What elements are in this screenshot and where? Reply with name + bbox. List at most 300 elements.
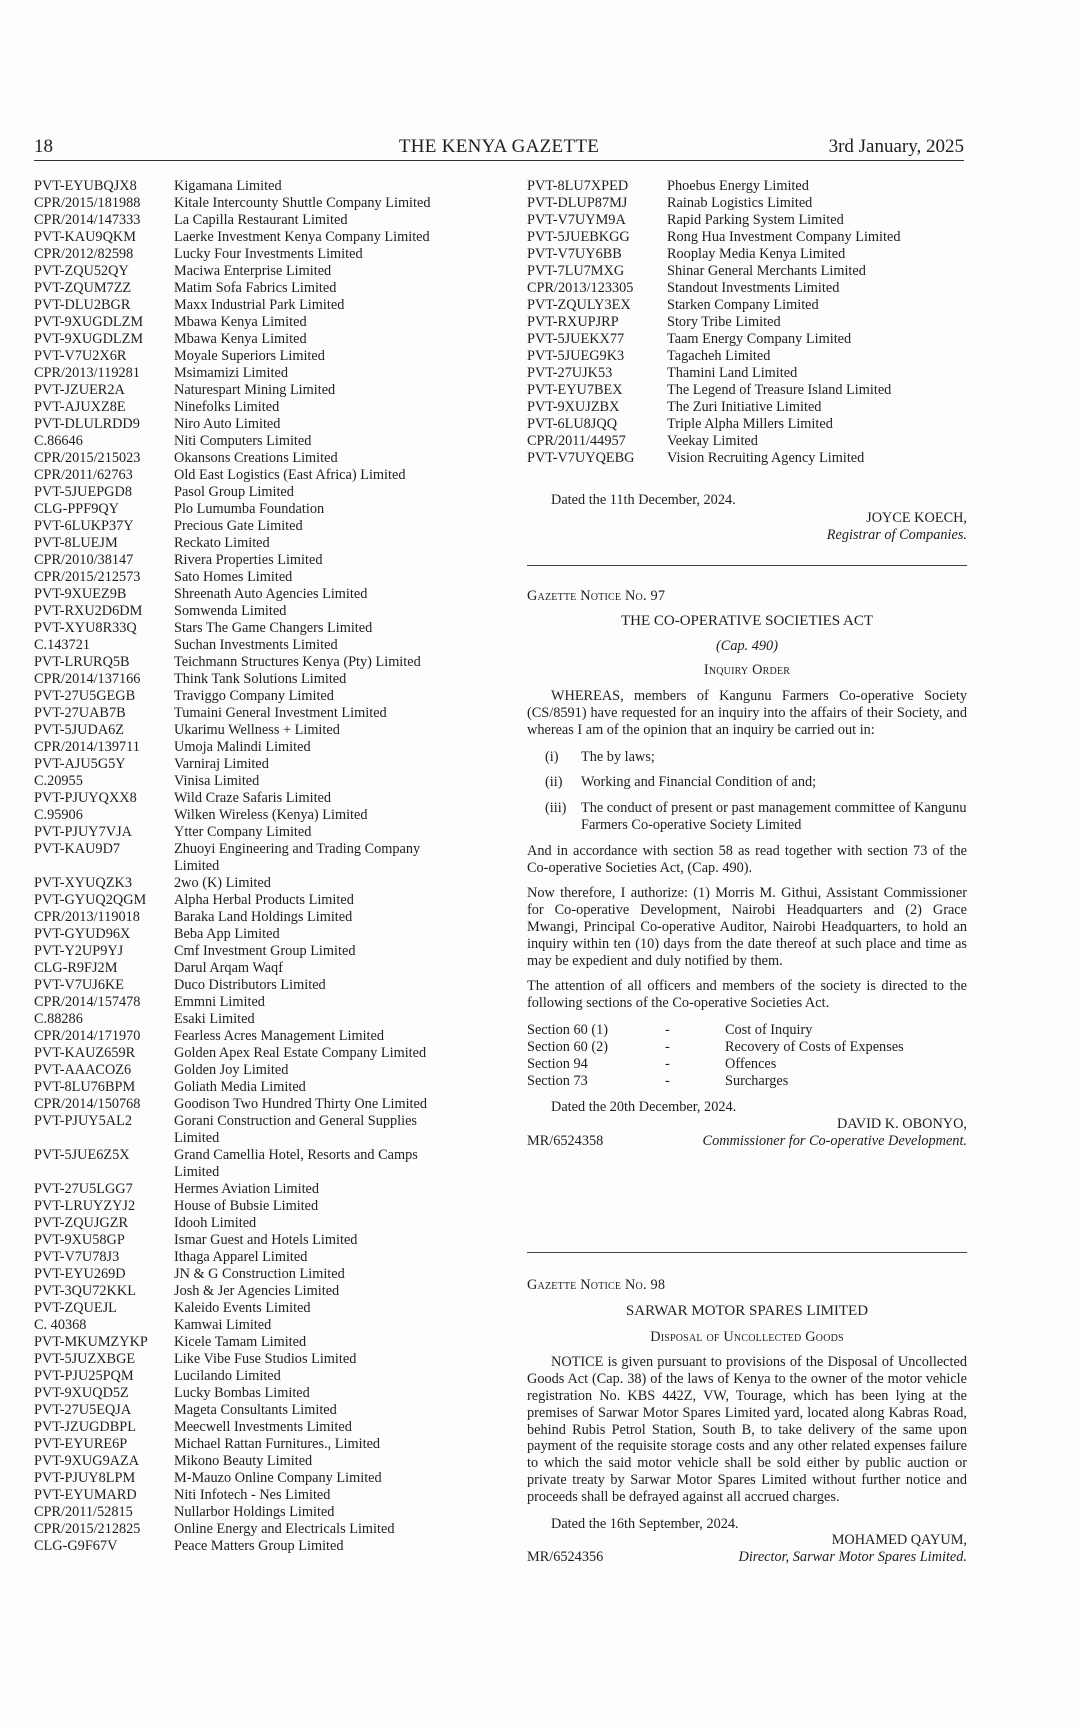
company-name: Traviggo Company Limited [174,688,334,704]
dated-line: Dated the 11th December, 2024. [551,492,736,508]
company-entry [34,586,464,603]
registration-number: C.88286 [34,1011,83,1027]
registration-number: PVT-V7UJ6KE [34,977,125,993]
company-entry [34,603,464,620]
company-name: Emmni Limited [174,994,265,1010]
registration-number: PVT-V7U78J3 [34,1249,120,1265]
company-entry [34,1266,464,1283]
registration-number: PVT-5JUEG9K3 [527,348,625,364]
company-name: Online Energy and Electricals Limited [174,1521,395,1537]
company-entry [34,1368,464,1385]
registration-number: PVT-PJUY5AL2 [34,1113,132,1129]
authorization-paragraph: Now therefore, I authorize: (1) Morris M. Githui, Assistant Commissioner for Co-operative Development, Nairobi Headquarters and (2) Grace Mwangi, Principal Co-operative Auditor, Nairobi Headquarters, to hold an inquiry within ten (10) days from the date thereof at such place and time as may be expedient and duly notified by them. [527,885,967,969]
registration-number: PVT-6LUKP37Y [34,518,134,534]
company-entry [34,297,464,314]
registration-number: PVT-EYU269D [34,1266,126,1282]
company-entry [34,1283,464,1300]
company-entry [34,1096,464,1113]
company-entry [34,1300,464,1317]
company-name: The Legend of Treasure Island Limited [667,382,892,398]
registration-number: C.20955 [34,773,83,789]
reference-number: MR/6524358 [527,1132,604,1149]
registration-number: PVT-ZQULY3EX [527,297,631,313]
registration-number: PVT-27UJK53 [527,365,613,381]
registration-number: CPR/2015/212825 [34,1521,141,1537]
company-entry [34,875,464,892]
reference-row [527,1549,967,1566]
registration-number: PVT-JZUER2A [34,382,125,398]
company-name: Like Vibe Fuse Studios Limited [174,1351,357,1367]
company-name: Josh & Jer Agencies Limited [174,1283,340,1299]
company-entry [34,552,464,569]
registration-number: PVT-9XUGDLZM [34,331,144,347]
dated-line: Dated the 20th December, 2024. [551,1098,737,1115]
registration-number: PVT-8LU76BPM [34,1079,136,1095]
company-entry [527,246,967,263]
registration-number: PVT-AJUXZ8E [34,399,126,415]
registration-number: CPR/2013/119018 [34,909,140,925]
company-entry [34,1470,464,1487]
item-number: (i) [545,748,559,765]
notice-paragraph: NOTICE is given pursuant to provisions of the Disposal of Uncollected Goods Act (Cap. 38) of the laws of Kenya to the owner of the motor vehicle registration No. KBS 442Z, VW, Tourage, which has been lying at the premises of Sarwar Motor Spares Limited yard, located along Kabras Road, behind Rubis Petrol Station, South B, to take delivery of the same upon payment of the requisite storage costs and any other related expenses failure to which the said motor vehicle shall be sold either by public auction or private treaty by Sarwar Motor Spares Limited without further notice and proceeds shall be defrayed against all accrued charges. [527,1354,967,1505]
company-entry [527,263,967,280]
company-name: Idooh Limited [174,1215,257,1231]
company-entry [34,671,464,688]
company-name: Sato Homes Limited [174,569,293,585]
company-name: Lucilando Limited [174,1368,281,1384]
publication-title: THE KENYA GAZETTE [398,136,600,157]
registration-number: C.95906 [34,807,83,823]
company-entry [34,535,464,552]
registration-number: PVT-27U5LGG7 [34,1181,133,1197]
registration-number: PVT-JZUGDBPL [34,1419,136,1435]
company-name: Golden Joy Limited [174,1062,289,1078]
company-name: Thamini Land Limited [667,365,798,381]
registration-number: PVT-LRUYZYJ2 [34,1198,136,1214]
registration-number: CPR/2012/82598 [34,246,134,262]
registration-number: PVT-AJU5G5Y [34,756,126,772]
registration-number: PVT-ZQUJGZR [34,1215,128,1231]
registration-number: CPR/2014/150768 [34,1096,141,1112]
gazette-notice-98 [527,1277,967,1566]
company-entry [34,1215,464,1232]
company-entry [34,1351,464,1368]
registration-number: PVT-27U5EQJA [34,1402,132,1418]
inquiry-item [527,800,967,834]
company-entry [34,977,464,994]
inquiry-items [527,749,967,834]
registration-number: PVT-8LU7XPED [527,178,629,194]
company-name: Darul Arqam Waqf [174,960,283,976]
company-entry [34,790,464,807]
company-entry [527,229,967,246]
company-name: JN & G Construction Limited [174,1266,345,1282]
company-entry [527,195,967,212]
section-dash: - [665,1021,670,1038]
company-name: Duco Distributors Limited [174,977,326,993]
company-name: Reckato Limited [174,535,270,551]
company-entry [527,280,967,297]
company-name: Nullarbor Holdings Limited [174,1504,335,1520]
company-entry [34,1079,464,1096]
registration-number: PVT-PJUY8LPM [34,1470,136,1486]
company-entry [34,637,464,654]
company-entry [34,195,464,212]
company-entry [527,382,967,399]
registration-number: PVT-DLULRDD9 [34,416,140,432]
registration-number: PVT-Y2UP9YJ [34,943,124,959]
company-entry [34,722,464,739]
company-entry [527,450,967,467]
company-entry [34,1385,464,1402]
company-name: Kitale Intercounty Shuttle Company Limited [174,195,431,211]
registration-number: PVT-KAU9QKM [34,229,136,245]
registration-number: PVT-KAUZ659R [34,1045,136,1061]
company-entry [34,1011,464,1028]
company-name: Pasol Group Limited [174,484,294,500]
registration-number: PVT-KAU9D7 [34,841,121,857]
registration-number: PVT-V7UY6BB [527,246,622,262]
section-number: Section 73 [527,1072,588,1089]
registration-number: PVT-EYUMARD [34,1487,137,1503]
company-entry [34,705,464,722]
company-entry [34,484,464,501]
company-entry [34,365,464,382]
company-name: Niti Computers Limited [174,433,312,449]
company-entry [34,824,464,841]
registration-number: CPR/2015/215023 [34,450,141,466]
notice-subtitle: Inquiry Order [703,662,791,679]
company-name: Lucky Four Investments Limited [174,246,363,262]
section-row [527,1073,967,1090]
company-name: Moyale Superiors Limited [174,348,325,364]
registration-number: CPR/2011/62763 [34,467,133,483]
company-name: Rivera Properties Limited [174,552,323,568]
company-entry [34,1436,464,1453]
company-name: Triple Alpha Millers Limited [667,416,833,432]
company-entry [34,807,464,824]
company-name: Grand Camellia Hotel, Resorts and Camps Limited [174,1147,418,1180]
company-name: Ytter Company Limited [174,824,312,840]
company-name: Rainab Logistics Limited [667,195,813,211]
company-entry [34,1521,464,1538]
company-name: 2wo (K) Limited [174,875,271,891]
company-name: Varniraj Limited [174,756,269,772]
company-name: Standout Investments Limited [667,280,840,296]
company-name: Tumaini General Investment Limited [174,705,387,721]
signer-name: MOHAMED QAYUM, [831,1532,967,1549]
company-entry [34,1317,464,1334]
company-entry [34,1232,464,1249]
company-name: Maciwa Enterprise Limited [174,263,332,279]
company-name: Teichmann Structures Kenya (Pty) Limited [174,654,421,670]
company-entry [34,280,464,297]
registration-number: PVT-PJUY7VJA [34,824,132,840]
company-entry [34,892,464,909]
company-name: Meecwell Investments Limited [174,1419,352,1435]
registration-number: PVT-EYU7BEX [527,382,623,398]
divider [527,1252,967,1253]
company-entry [34,178,464,195]
registration-number: C.86646 [34,433,83,449]
company-entry [527,331,967,348]
gazette-notice-97 [527,588,967,1150]
section-row [527,1022,967,1039]
registration-number: PVT-LRURQ5B [34,654,130,670]
company-entry [34,246,464,263]
company-entry [34,1045,464,1062]
publication-date: 3rd January, 2025 [828,136,964,157]
company-entry [34,994,464,1011]
section-number: Section 94 [527,1055,588,1072]
registration-number: PVT-5JUDA6Z [34,722,125,738]
registration-number: PVT-7LU7MXG [527,263,625,279]
signer-title: Director, Sarwar Motor Spares Limited. [738,1549,967,1566]
company-name: Fearless Acres Management Limited [174,1028,385,1044]
company-entry [34,450,464,467]
dated-line: Dated the 16th September, 2024. [551,1515,739,1532]
company-name: Esaki Limited [174,1011,255,1027]
notice-number: Gazette Notice No. 97 [527,588,666,604]
registration-number: CPR/2011/44957 [527,433,626,449]
company-entry [34,620,464,637]
registration-number: PVT-5JUEPGD8 [34,484,132,500]
company-name: Plo Lumumba Foundation [174,501,325,517]
company-entry [527,178,967,195]
section-description: Cost of Inquiry [725,1021,813,1038]
signer-title: Registrar of Companies. [826,526,967,543]
signer-title: Commissioner for Co-operative Development. [702,1132,967,1149]
company-name: Niro Auto Limited [174,416,281,432]
registration-number: PVT-AAACOZ6 [34,1062,132,1078]
company-name: Somwenda Limited [174,603,287,619]
company-entry [34,1402,464,1419]
company-entry [34,739,464,756]
company-entry [34,756,464,773]
reference-number: MR/6524356 [527,1549,604,1566]
company-name: Baraka Land Holdings Limited [174,909,353,925]
registration-number: PVT-V7UYQEBG [527,450,635,466]
item-number: (iii) [545,800,567,817]
registration-number: PVT-EYUBQJX8 [34,178,137,194]
company-list-right [527,178,967,467]
company-name: Ninefolks Limited [174,399,280,415]
company-entry [34,926,464,943]
company-name: Ismar Guest and Hotels Limited [174,1232,358,1248]
company-name: Matim Sofa Fabrics Limited [174,280,337,296]
company-name: Think Tank Solutions Limited [174,671,347,687]
company-entry [34,314,464,331]
company-name: Rong Hua Investment Company Limited [667,229,901,245]
registration-number: PVT-27U5GEGB [34,688,136,704]
company-entry [34,348,464,365]
company-entry [34,382,464,399]
company-name: Peace Matters Group Limited [174,1538,344,1554]
company-name: Maxx Industrial Park Limited [174,297,345,313]
registration-number: CPR/2014/171970 [34,1028,141,1044]
registration-number: CPR/2011/52815 [34,1504,133,1520]
registration-number: PVT-GYUD96X [34,926,131,942]
company-entry [34,909,464,926]
signer-name: JOYCE KOECH, [866,509,967,526]
company-entry [34,229,464,246]
company-name: Vision Recruiting Agency Limited [667,450,865,466]
reference-row [527,1133,967,1150]
company-entry [34,1181,464,1198]
company-name: Cmf Investment Group Limited [174,943,356,959]
registration-number: PVT-DLU2BGR [34,297,131,313]
registration-number: PVT-5JUE6Z5X [34,1147,130,1163]
company-list-left [34,178,464,1555]
registration-number: PVT-9XUEZ9B [34,586,127,602]
company-entry [527,348,967,365]
cap-reference: (Cap. 490) [716,637,778,654]
company-entry [34,1419,464,1436]
registration-number: PVT-MKUMZYKP [34,1334,148,1350]
attention-paragraph: The attention of all officers and members of the society is directed to the following sections of the Co-operative Societies Act. [527,978,967,1012]
section-row [527,1056,967,1073]
company-entry [34,1113,464,1147]
company-name: Goodison Two Hundred Thirty One Limited [174,1096,428,1112]
page-header [34,136,964,161]
company-name: Story Tribe Limited [667,314,781,330]
company-entry [527,433,967,450]
company-name: Umoja Malindi Limited [174,739,311,755]
company-name: Suchan Investments Limited [174,637,338,653]
registration-number: CPR/2015/181988 [34,195,141,211]
divider [527,565,967,566]
company-name: Msimamizi Limited [174,365,288,381]
act-title: THE CO-OPERATIVE SOCIETIES ACT [620,612,874,629]
section-dash: - [665,1038,670,1055]
company-name: Lucky Bombas Limited [174,1385,310,1401]
registration-number: PVT-9XUGDLZM [34,314,144,330]
company-entry [527,212,967,229]
company-name: House of Bubsie Limited [174,1198,319,1214]
section-description: Recovery of Costs of Expenses [725,1038,904,1055]
registration-number: PVT-6LU8JQQ [527,416,618,432]
registration-number: PVT-ZQU52QY [34,263,129,279]
company-name: Kicele Tamam Limited [174,1334,307,1350]
section-description: Offences [725,1055,777,1072]
registration-number: CLG-PPF9QY [34,501,120,517]
registration-number: CPR/2014/157478 [34,994,141,1010]
item-text: Working and Financial Condition of and; [581,774,817,791]
company-name: Alpha Herbal Products Limited [174,892,354,908]
registration-number: C. 40368 [34,1317,87,1333]
company-entry [34,1538,464,1555]
company-name: Vinisa Limited [174,773,260,789]
company-name: Wild Craze Safaris Limited [174,790,332,806]
registration-number: CPR/2013/119281 [34,365,140,381]
company-entry [34,1334,464,1351]
registration-number: PVT-5JUEKX77 [527,331,625,347]
section-number: Section 60 (1) [527,1021,608,1038]
company-entry [34,773,464,790]
section-description: Surcharges [725,1072,789,1089]
company-name: Tagacheh Limited [667,348,771,364]
company-name: Hermes Aviation Limited [174,1181,320,1197]
company-entry [34,1147,464,1181]
company-name: Golden Apex Real Estate Company Limited [174,1045,427,1061]
company-entry [34,331,464,348]
company-entry [34,654,464,671]
company-entry [527,297,967,314]
notice-96-signoff [527,492,967,543]
company-entry [34,841,464,875]
company-name: Niti Infotech - Nes Limited [174,1487,331,1503]
company-name: Shinar General Merchants Limited [667,263,866,279]
company-entry [34,1198,464,1215]
sections-table [527,1022,967,1090]
company-title: SARWAR MOTOR SPARES LIMITED [625,1302,869,1319]
company-entry [34,569,464,586]
company-entry [527,314,967,331]
company-name: Phoebus Energy Limited [667,178,809,194]
company-entry [34,212,464,229]
item-number: (ii) [545,774,563,791]
registration-number: PVT-9XU58GP [34,1232,125,1248]
company-entry [34,1453,464,1470]
company-entry [527,365,967,382]
item-text: The by laws; [581,748,655,765]
registration-number: PVT-V7U2X6R [34,348,127,364]
company-name: Mbawa Kenya Limited [174,314,307,330]
company-name: Kigamana Limited [174,178,282,194]
section-row [527,1039,967,1056]
registration-number: CPR/2015/212573 [34,569,141,585]
registration-number: PVT-9XUJZBX [527,399,620,415]
company-entry [34,1028,464,1045]
company-entry [34,1487,464,1504]
page-number: 18 [34,136,53,157]
registration-number: PVT-V7UYM9A [527,212,626,228]
registration-number: PVT-RXUPJRP [527,314,619,330]
company-name: Starken Company Limited [667,297,819,313]
registration-number: PVT-GYUQ2QGM [34,892,147,908]
company-name: Goliath Media Limited [174,1079,306,1095]
registration-number: CPR/2014/139711 [34,739,140,755]
company-name: Wilken Wireless (Kenya) Limited [174,807,368,823]
registration-number: PVT-DLUP87MJ [527,195,628,211]
company-name: M-Mauzo Online Company Limited [174,1470,382,1486]
registration-number: PVT-27UAB7B [34,705,126,721]
inquiry-item [527,774,967,791]
company-entry [34,1249,464,1266]
registration-number: PVT-PJUYQXX8 [34,790,137,806]
section-number: Section 60 (2) [527,1038,608,1055]
registration-number: CPR/2014/137166 [34,671,141,687]
item-text: The conduct of present or past management committee of Kangunu Farmers Co-operative Society Limited [581,800,967,833]
company-name: Shreenath Auto Agencies Limited [174,586,368,602]
company-entry [34,399,464,416]
registration-number: CPR/2014/147333 [34,212,141,228]
inquiry-item [527,749,967,766]
company-name: Ithaga Apparel Limited [174,1249,308,1265]
company-name: The Zuri Initiative Limited [667,399,822,415]
registration-number: PVT-9XUG9AZA [34,1453,140,1469]
company-name: Rapid Parking System Limited [667,212,844,228]
company-name: Beba App Limited [174,926,280,942]
company-entry [34,433,464,450]
registration-number: CLG-R9FJ2M [34,960,118,976]
company-name: Ukarimu Wellness + Limited [174,722,340,738]
company-name: Kamwai Limited [174,1317,272,1333]
company-entry [34,501,464,518]
company-entry [34,960,464,977]
company-name: Naturespart Mining Limited [174,382,336,398]
company-name: Mikono Beauty Limited [174,1453,313,1469]
